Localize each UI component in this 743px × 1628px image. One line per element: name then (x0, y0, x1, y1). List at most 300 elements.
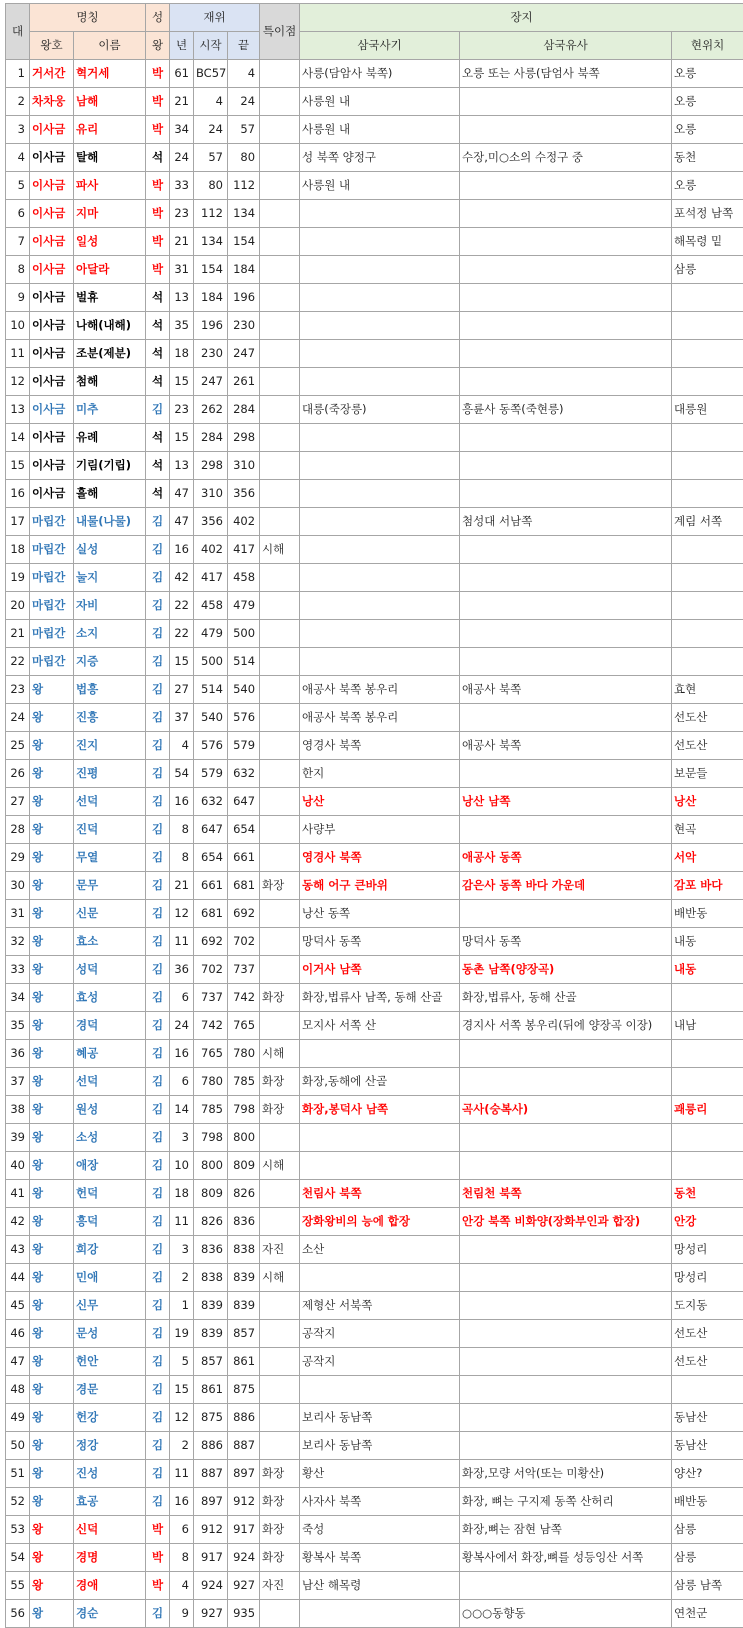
cell-surname[interactable]: 김 (146, 844, 170, 872)
cell-start[interactable]: 857 (194, 1348, 228, 1376)
cell-years[interactable]: 11 (170, 928, 194, 956)
cell-number[interactable]: 12 (6, 368, 30, 396)
cell-samguk-sagi[interactable] (300, 1376, 460, 1404)
cell-years[interactable]: 9 (170, 1600, 194, 1628)
cell-surname[interactable]: 김 (146, 1068, 170, 1096)
cell-start[interactable]: 838 (194, 1264, 228, 1292)
cell-samguk-sagi[interactable]: 황복사 북쪽 (300, 1544, 460, 1572)
cell-years[interactable]: 3 (170, 1236, 194, 1264)
cell-samguk-yusa[interactable]: 오릉 또는 사릉(담엄사 북쪽 (460, 60, 672, 88)
cell-samguk-yusa[interactable] (460, 1376, 672, 1404)
cell-special[interactable]: 화장 (260, 1516, 300, 1544)
cell-name[interactable]: 자비 (74, 592, 146, 620)
cell-end[interactable]: 632 (228, 760, 260, 788)
cell-special[interactable] (260, 172, 300, 200)
cell-years[interactable]: 15 (170, 368, 194, 396)
cell-start[interactable]: 57 (194, 144, 228, 172)
cell-number[interactable]: 49 (6, 1404, 30, 1432)
cell-number[interactable]: 16 (6, 480, 30, 508)
cell-samguk-yusa[interactable] (460, 340, 672, 368)
cell-number[interactable]: 42 (6, 1208, 30, 1236)
cell-surname[interactable]: 김 (146, 1124, 170, 1152)
cell-start[interactable]: 798 (194, 1124, 228, 1152)
cell-samguk-yusa[interactable] (460, 172, 672, 200)
cell-start[interactable]: 780 (194, 1068, 228, 1096)
cell-name[interactable]: 신덕 (74, 1516, 146, 1544)
cell-samguk-sagi[interactable]: 영경사 북쪽 (300, 732, 460, 760)
cell-samguk-yusa[interactable]: 천림천 북쪽 (460, 1180, 672, 1208)
cell-surname[interactable]: 석 (146, 312, 170, 340)
cell-samguk-yusa[interactable]: 감은사 동쪽 바다 가운데 (460, 872, 672, 900)
cell-number[interactable]: 7 (6, 228, 30, 256)
cell-surname[interactable]: 석 (146, 480, 170, 508)
cell-end[interactable]: 284 (228, 396, 260, 424)
cell-number[interactable]: 52 (6, 1488, 30, 1516)
cell-title[interactable]: 마립간 (30, 620, 74, 648)
cell-end[interactable]: 702 (228, 928, 260, 956)
cell-special[interactable]: 화장 (260, 872, 300, 900)
cell-samguk-yusa[interactable] (460, 1152, 672, 1180)
cell-start[interactable]: 284 (194, 424, 228, 452)
cell-samguk-yusa[interactable] (460, 368, 672, 396)
cell-name[interactable]: 진지 (74, 732, 146, 760)
cell-start[interactable]: 897 (194, 1488, 228, 1516)
cell-samguk-sagi[interactable]: 천림사 북쪽 (300, 1180, 460, 1208)
cell-samguk-yusa[interactable]: 화장,법류사, 동해 산골 (460, 984, 672, 1012)
cell-title[interactable]: 마립간 (30, 508, 74, 536)
cell-samguk-yusa[interactable] (460, 1572, 672, 1600)
cell-name[interactable]: 원성 (74, 1096, 146, 1124)
cell-title[interactable]: 왕 (30, 1488, 74, 1516)
cell-samguk-sagi[interactable]: 사릉원 내 (300, 172, 460, 200)
cell-special[interactable]: 화장 (260, 984, 300, 1012)
cell-samguk-yusa[interactable] (460, 1404, 672, 1432)
cell-special[interactable]: 화장 (260, 1460, 300, 1488)
cell-special[interactable] (260, 144, 300, 172)
cell-title[interactable]: 왕 (30, 1124, 74, 1152)
cell-samguk-sagi[interactable]: 보리사 동남쪽 (300, 1404, 460, 1432)
cell-samguk-sagi[interactable] (300, 564, 460, 592)
cell-end[interactable]: 247 (228, 340, 260, 368)
cell-name[interactable]: 무열 (74, 844, 146, 872)
cell-start[interactable]: 917 (194, 1544, 228, 1572)
cell-name[interactable]: 눌지 (74, 564, 146, 592)
cell-years[interactable]: 16 (170, 536, 194, 564)
cell-number[interactable]: 3 (6, 116, 30, 144)
cell-current-location[interactable]: 동천 (672, 144, 743, 172)
cell-special[interactable] (260, 1012, 300, 1040)
cell-surname[interactable]: 김 (146, 1292, 170, 1320)
cell-surname[interactable]: 김 (146, 984, 170, 1012)
cell-samguk-yusa[interactable] (460, 256, 672, 284)
cell-samguk-sagi[interactable] (300, 424, 460, 452)
cell-current-location[interactable]: 내남 (672, 1012, 743, 1040)
cell-surname[interactable]: 김 (146, 648, 170, 676)
cell-end[interactable]: 654 (228, 816, 260, 844)
cell-years[interactable]: 15 (170, 1376, 194, 1404)
cell-end[interactable]: 154 (228, 228, 260, 256)
cell-start[interactable]: 800 (194, 1152, 228, 1180)
cell-name[interactable]: 혜공 (74, 1040, 146, 1068)
cell-samguk-yusa[interactable] (460, 88, 672, 116)
cell-samguk-sagi[interactable] (300, 1152, 460, 1180)
cell-surname[interactable]: 박 (146, 1572, 170, 1600)
cell-number[interactable]: 38 (6, 1096, 30, 1124)
cell-title[interactable]: 차차웅 (30, 88, 74, 116)
cell-name[interactable]: 문성 (74, 1320, 146, 1348)
cell-number[interactable]: 15 (6, 452, 30, 480)
cell-title[interactable]: 이사금 (30, 452, 74, 480)
cell-title[interactable]: 왕 (30, 760, 74, 788)
cell-years[interactable]: 12 (170, 900, 194, 928)
cell-number[interactable]: 1 (6, 60, 30, 88)
cell-number[interactable]: 36 (6, 1040, 30, 1068)
cell-name[interactable]: 효성 (74, 984, 146, 1012)
cell-start[interactable]: BC57 (194, 60, 228, 88)
cell-samguk-sagi[interactable]: 낭산 동쪽 (300, 900, 460, 928)
cell-samguk-yusa[interactable] (460, 1124, 672, 1152)
header-name[interactable]: 이름 (74, 32, 146, 60)
cell-end[interactable]: 647 (228, 788, 260, 816)
cell-number[interactable]: 10 (6, 312, 30, 340)
cell-title[interactable]: 이사금 (30, 200, 74, 228)
cell-years[interactable]: 27 (170, 676, 194, 704)
cell-name[interactable]: 애장 (74, 1152, 146, 1180)
cell-name[interactable]: 경문 (74, 1376, 146, 1404)
cell-samguk-sagi[interactable] (300, 452, 460, 480)
cell-start[interactable]: 647 (194, 816, 228, 844)
cell-surname[interactable]: 김 (146, 1180, 170, 1208)
cell-samguk-sagi[interactable]: 장화왕비의 능에 합장 (300, 1208, 460, 1236)
cell-name[interactable]: 유례 (74, 424, 146, 452)
cell-end[interactable]: 800 (228, 1124, 260, 1152)
cell-number[interactable]: 50 (6, 1432, 30, 1460)
cell-number[interactable]: 26 (6, 760, 30, 788)
cell-surname[interactable]: 김 (146, 1376, 170, 1404)
cell-surname[interactable]: 김 (146, 928, 170, 956)
cell-surname[interactable]: 김 (146, 1040, 170, 1068)
cell-years[interactable]: 8 (170, 1544, 194, 1572)
cell-number[interactable]: 8 (6, 256, 30, 284)
cell-years[interactable]: 8 (170, 844, 194, 872)
cell-surname[interactable]: 김 (146, 564, 170, 592)
cell-years[interactable]: 24 (170, 1012, 194, 1040)
cell-samguk-yusa[interactable] (460, 1236, 672, 1264)
header-current-location[interactable]: 현위치 (672, 32, 743, 60)
cell-title[interactable]: 마립간 (30, 592, 74, 620)
cell-special[interactable] (260, 452, 300, 480)
cell-start[interactable]: 134 (194, 228, 228, 256)
cell-current-location[interactable] (672, 1068, 743, 1096)
cell-surname[interactable]: 김 (146, 1320, 170, 1348)
cell-special[interactable] (260, 1432, 300, 1460)
cell-samguk-yusa[interactable] (460, 480, 672, 508)
cell-samguk-sagi[interactable]: 소산 (300, 1236, 460, 1264)
cell-end[interactable]: 924 (228, 1544, 260, 1572)
cell-title[interactable]: 왕 (30, 1376, 74, 1404)
cell-surname[interactable]: 김 (146, 732, 170, 760)
cell-samguk-yusa[interactable] (460, 452, 672, 480)
cell-years[interactable]: 6 (170, 1068, 194, 1096)
cell-samguk-sagi[interactable]: 공작지 (300, 1320, 460, 1348)
cell-surname[interactable]: 김 (146, 704, 170, 732)
cell-start[interactable]: 632 (194, 788, 228, 816)
cell-current-location[interactable]: 망성리 (672, 1264, 743, 1292)
cell-samguk-yusa[interactable] (460, 1432, 672, 1460)
cell-years[interactable]: 4 (170, 1572, 194, 1600)
cell-name[interactable]: 흥덕 (74, 1208, 146, 1236)
cell-name[interactable]: 헌안 (74, 1348, 146, 1376)
cell-start[interactable]: 737 (194, 984, 228, 1012)
cell-number[interactable]: 4 (6, 144, 30, 172)
cell-end[interactable]: 861 (228, 1348, 260, 1376)
cell-title[interactable]: 마립간 (30, 564, 74, 592)
cell-end[interactable]: 839 (228, 1292, 260, 1320)
cell-name[interactable]: 신문 (74, 900, 146, 928)
cell-samguk-yusa[interactable] (460, 228, 672, 256)
cell-title[interactable]: 왕 (30, 900, 74, 928)
cell-start[interactable]: 80 (194, 172, 228, 200)
cell-samguk-sagi[interactable] (300, 480, 460, 508)
cell-years[interactable]: 47 (170, 508, 194, 536)
cell-end[interactable]: 912 (228, 1488, 260, 1516)
cell-name[interactable]: 유리 (74, 116, 146, 144)
cell-current-location[interactable]: 선도산 (672, 1320, 743, 1348)
cell-title[interactable]: 왕 (30, 816, 74, 844)
cell-current-location[interactable]: 현곡 (672, 816, 743, 844)
cell-surname[interactable]: 김 (146, 872, 170, 900)
cell-end[interactable]: 875 (228, 1376, 260, 1404)
cell-samguk-sagi[interactable] (300, 1600, 460, 1628)
cell-current-location[interactable]: 오릉 (672, 116, 743, 144)
cell-number[interactable]: 14 (6, 424, 30, 452)
cell-end[interactable]: 24 (228, 88, 260, 116)
cell-current-location[interactable]: 감포 바다 (672, 872, 743, 900)
cell-surname[interactable]: 석 (146, 340, 170, 368)
cell-start[interactable]: 809 (194, 1180, 228, 1208)
cell-years[interactable]: 18 (170, 1180, 194, 1208)
cell-start[interactable]: 681 (194, 900, 228, 928)
cell-number[interactable]: 46 (6, 1320, 30, 1348)
cell-samguk-yusa[interactable] (460, 1068, 672, 1096)
cell-number[interactable]: 24 (6, 704, 30, 732)
cell-surname[interactable]: 박 (146, 200, 170, 228)
cell-start[interactable]: 836 (194, 1236, 228, 1264)
cell-samguk-sagi[interactable] (300, 368, 460, 396)
cell-samguk-yusa[interactable] (460, 816, 672, 844)
cell-start[interactable]: 262 (194, 396, 228, 424)
cell-start[interactable]: 912 (194, 1516, 228, 1544)
cell-end[interactable]: 935 (228, 1600, 260, 1628)
cell-samguk-yusa[interactable] (460, 900, 672, 928)
cell-end[interactable]: 80 (228, 144, 260, 172)
cell-special[interactable] (260, 116, 300, 144)
cell-samguk-yusa[interactable]: 망덕사 동쪽 (460, 928, 672, 956)
cell-name[interactable]: 문무 (74, 872, 146, 900)
cell-title[interactable]: 왕 (30, 1040, 74, 1068)
cell-samguk-sagi[interactable]: 죽성 (300, 1516, 460, 1544)
cell-end[interactable]: 417 (228, 536, 260, 564)
cell-name[interactable]: 조분(제분) (74, 340, 146, 368)
cell-title[interactable]: 이사금 (30, 312, 74, 340)
cell-end[interactable]: 184 (228, 256, 260, 284)
cell-samguk-sagi[interactable] (300, 256, 460, 284)
cell-start[interactable]: 661 (194, 872, 228, 900)
cell-start[interactable]: 702 (194, 956, 228, 984)
cell-number[interactable]: 53 (6, 1516, 30, 1544)
cell-special[interactable] (260, 480, 300, 508)
cell-start[interactable]: 540 (194, 704, 228, 732)
cell-end[interactable]: 458 (228, 564, 260, 592)
cell-years[interactable]: 61 (170, 60, 194, 88)
cell-number[interactable]: 44 (6, 1264, 30, 1292)
cell-special[interactable] (260, 620, 300, 648)
cell-current-location[interactable] (672, 536, 743, 564)
cell-samguk-yusa[interactable]: 흥륜사 동쪽(죽현릉) (460, 396, 672, 424)
cell-surname[interactable]: 김 (146, 592, 170, 620)
cell-current-location[interactable]: 낭산 (672, 788, 743, 816)
cell-end[interactable]: 310 (228, 452, 260, 480)
cell-name[interactable]: 진성 (74, 1460, 146, 1488)
cell-current-location[interactable] (672, 312, 743, 340)
cell-current-location[interactable]: 동남산 (672, 1432, 743, 1460)
cell-years[interactable]: 10 (170, 1152, 194, 1180)
cell-years[interactable]: 6 (170, 984, 194, 1012)
cell-title[interactable]: 왕 (30, 788, 74, 816)
cell-end[interactable]: 692 (228, 900, 260, 928)
cell-surname[interactable]: 박 (146, 60, 170, 88)
cell-title[interactable]: 왕 (30, 928, 74, 956)
cell-number[interactable]: 39 (6, 1124, 30, 1152)
cell-title[interactable]: 왕 (30, 1404, 74, 1432)
cell-years[interactable]: 12 (170, 1404, 194, 1432)
cell-start[interactable]: 356 (194, 508, 228, 536)
cell-years[interactable]: 24 (170, 144, 194, 172)
cell-number[interactable]: 25 (6, 732, 30, 760)
cell-title[interactable]: 이사금 (30, 424, 74, 452)
cell-samguk-sagi[interactable]: 영경사 북쪽 (300, 844, 460, 872)
cell-current-location[interactable] (672, 284, 743, 312)
cell-samguk-sagi[interactable]: 망덕사 동쪽 (300, 928, 460, 956)
cell-surname[interactable]: 김 (146, 760, 170, 788)
cell-years[interactable]: 16 (170, 1040, 194, 1068)
cell-name[interactable]: 실성 (74, 536, 146, 564)
cell-samguk-sagi[interactable]: 사릉원 내 (300, 88, 460, 116)
cell-end[interactable]: 4 (228, 60, 260, 88)
cell-title[interactable]: 왕 (30, 1292, 74, 1320)
cell-samguk-sagi[interactable]: 사릉(담암사 북쪽) (300, 60, 460, 88)
header-years[interactable]: 년 (170, 32, 194, 60)
cell-start[interactable]: 24 (194, 116, 228, 144)
cell-special[interactable] (260, 200, 300, 228)
cell-number[interactable]: 35 (6, 1012, 30, 1040)
cell-start[interactable]: 692 (194, 928, 228, 956)
cell-special[interactable] (260, 424, 300, 452)
cell-title[interactable]: 이사금 (30, 368, 74, 396)
cell-special[interactable] (260, 928, 300, 956)
cell-title[interactable]: 왕 (30, 1348, 74, 1376)
cell-title[interactable]: 왕 (30, 956, 74, 984)
cell-title[interactable]: 왕 (30, 1432, 74, 1460)
cell-special[interactable] (260, 1208, 300, 1236)
cell-end[interactable]: 826 (228, 1180, 260, 1208)
cell-start[interactable]: 310 (194, 480, 228, 508)
cell-samguk-sagi[interactable]: 화장,법류사 남쪽, 동해 산골 (300, 984, 460, 1012)
cell-number[interactable]: 17 (6, 508, 30, 536)
cell-special[interactable] (260, 1320, 300, 1348)
cell-years[interactable]: 19 (170, 1320, 194, 1348)
cell-samguk-sagi[interactable] (300, 312, 460, 340)
cell-surname[interactable]: 김 (146, 676, 170, 704)
cell-number[interactable]: 55 (6, 1572, 30, 1600)
cell-current-location[interactable]: 배반동 (672, 900, 743, 928)
cell-title[interactable]: 왕 (30, 844, 74, 872)
cell-surname[interactable]: 김 (146, 956, 170, 984)
cell-current-location[interactable]: 계림 서쪽 (672, 508, 743, 536)
cell-title[interactable]: 왕 (30, 1152, 74, 1180)
cell-name[interactable]: 파사 (74, 172, 146, 200)
cell-years[interactable]: 22 (170, 592, 194, 620)
cell-name[interactable]: 진덕 (74, 816, 146, 844)
cell-end[interactable]: 780 (228, 1040, 260, 1068)
cell-current-location[interactable] (672, 984, 743, 1012)
cell-name[interactable]: 흘해 (74, 480, 146, 508)
cell-samguk-sagi[interactable]: 화장,동해에 산골 (300, 1068, 460, 1096)
cell-years[interactable]: 21 (170, 228, 194, 256)
cell-end[interactable]: 57 (228, 116, 260, 144)
cell-title[interactable]: 왕 (30, 676, 74, 704)
cell-special[interactable] (260, 732, 300, 760)
cell-current-location[interactable] (672, 648, 743, 676)
cell-surname[interactable]: 김 (146, 620, 170, 648)
cell-current-location[interactable] (672, 480, 743, 508)
cell-years[interactable]: 15 (170, 648, 194, 676)
cell-surname[interactable]: 김 (146, 1236, 170, 1264)
cell-number[interactable]: 32 (6, 928, 30, 956)
cell-end[interactable]: 681 (228, 872, 260, 900)
cell-end[interactable]: 838 (228, 1236, 260, 1264)
cell-title[interactable]: 왕 (30, 732, 74, 760)
cell-samguk-sagi[interactable]: 남산 해목령 (300, 1572, 460, 1600)
cell-years[interactable]: 13 (170, 452, 194, 480)
cell-special[interactable] (260, 788, 300, 816)
cell-surname[interactable]: 김 (146, 1600, 170, 1628)
cell-name[interactable]: 경명 (74, 1544, 146, 1572)
cell-current-location[interactable]: 동남산 (672, 1404, 743, 1432)
cell-special[interactable]: 자진 (260, 1236, 300, 1264)
cell-start[interactable]: 826 (194, 1208, 228, 1236)
cell-samguk-sagi[interactable]: 사자사 북쪽 (300, 1488, 460, 1516)
cell-number[interactable]: 34 (6, 984, 30, 1012)
cell-years[interactable]: 6 (170, 1516, 194, 1544)
cell-title[interactable]: 이사금 (30, 172, 74, 200)
cell-surname[interactable]: 석 (146, 284, 170, 312)
header-start[interactable]: 시작 (194, 32, 228, 60)
cell-special[interactable]: 자진 (260, 1572, 300, 1600)
cell-start[interactable]: 875 (194, 1404, 228, 1432)
cell-current-location[interactable] (672, 424, 743, 452)
cell-current-location[interactable] (672, 1124, 743, 1152)
cell-current-location[interactable]: 해목령 밑 (672, 228, 743, 256)
cell-samguk-yusa[interactable]: 낭산 남쪽 (460, 788, 672, 816)
cell-name[interactable]: 미추 (74, 396, 146, 424)
cell-number[interactable]: 13 (6, 396, 30, 424)
cell-name[interactable]: 효소 (74, 928, 146, 956)
cell-samguk-yusa[interactable] (460, 760, 672, 788)
cell-number[interactable]: 29 (6, 844, 30, 872)
cell-samguk-sagi[interactable] (300, 1264, 460, 1292)
cell-years[interactable]: 15 (170, 424, 194, 452)
